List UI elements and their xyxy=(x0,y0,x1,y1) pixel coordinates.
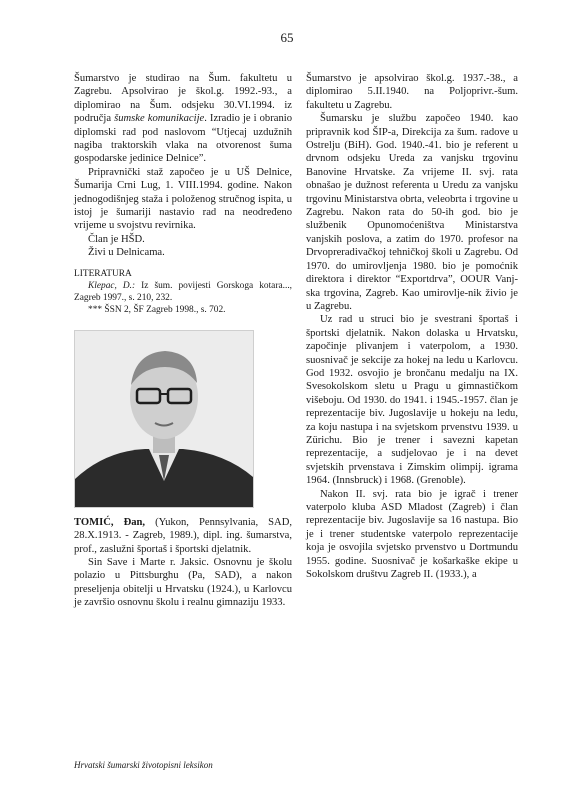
residence-text: Živi u Delnicama. xyxy=(88,247,165,259)
waterpolo-paragraph: Nakon II. svj. rata bio je igrač i trener vaterpolo kluba ASD Mladost (Zagreb) i član reprezentacije biv. Jugoslavije sa 16 nastupa. Bio je i trener studentske vaterpolo reprezentacije koja je osvojila svjetsko prvenstvo u Dortmundu 1955. godine. Suosnivač je košarkaške ekipe u Sokolskom društvu Zagreb II. (1933.), a xyxy=(306,488,518,581)
literature-item: Klepac, D.: Iz šum. povijesti Gorskoga kotara..., Zagreb 1997., s. 210, 232. xyxy=(74,280,293,303)
right-column xyxy=(306,72,518,581)
literature-title: LITERATURA xyxy=(74,268,132,279)
portrait-image xyxy=(75,331,253,507)
footer-title: Hrvatski šumarski životopisni leksikon xyxy=(74,760,213,770)
career-paragraph: Šumarsku je službu započeo 1940. kao pripravnik kod ŠIP-a, Direkcija za šum. radove u Ostrelju (BiH). God. 1940.-41. bio je referent u drvnom odsjeku Ureda za vanjsku trgovinu Banovine Hrvatske. Za vrijeme II. svj. rata obnašao je dužnost referenta u Uredu za vanjsku trgovinu Ministarstva obrta, veleobrta i trgovine u Zagrebu. Nakon rata do 50-ih god. bio je službenik Opunomoćeništva Ministarstva vanjskih poslova, a zatim do 1970. profesor na Drvopreradivačkoj tehničkoj školi u Zagrebu. Od 1970. do umirovljenja 1980. bio je pomoćnik direktora i direktor “Exportdrva”, OOUR Vanj-ska trgovina, Zagreb. Kao umirovlje-nik živio je u Zagrebu. xyxy=(306,113,518,312)
literature-item: *** ŠSN 2, ŠF Zagreb 1998., s. 702. xyxy=(88,304,226,315)
portrait-photo xyxy=(74,330,254,508)
entry-heading: TOMIĆ, Đan, (Yukon, Pennsylvania, SAD, 28.X.1913. - Zagreb, 1989.), dipl. ing. šumarstva, prof., zaslužni športaš i športski djelatnik. xyxy=(74,516,292,555)
page-number: 65 xyxy=(280,30,294,45)
intro-paragraph: Šumarstvo je studirao na Šum. fakultetu u Zagrebu. Apsolvirao je škol.g. 1992.-93., a diplomirao na Šum. odsjeku 30.VI.1994. iz područja šumske komunikacije. Izradio je i obranio diplomski rad pod naslovom “Utjecaj uzdužnih nagiba traktorskih vlaka na otvorenost šuma gospodarske jedinice Delnice”. xyxy=(74,73,292,165)
left-column xyxy=(74,72,292,610)
sports-paragraph: Uz rad u struci bio je svestrani športaš i športski djelatnik. Nakon dolaska u Hrvatsku, započinje plivanjem i vaterpolom, a 1930. suosnivač je sekcije za hokej na ledu u Karlovcu. God 1932. osvojio je brončanu medalju na IX. Svesokolskom sletu u Pragu u gimnastičkom višeboju. Od 1930. do 1941. i 1945.-1957. član je reprezentacije biv. Jugoslavije u hokeju na ledu, za koju nastupa i na svjetskom prvenstvu 1939. u Zürichu. Bio je trener i savezni kapetan reprezentacije, a sudjelovao je i na devet svjetskih prvenstava i Zimskim olimpij. igrama 1964. (Innsbruck) i 1968. (Grenoble). xyxy=(306,314,518,487)
studies-paragraph: Šumarstvo je apsolvirao škol.g. 1937.-38., a diplomirao 5.II.1940. na Poljoprivr.-šum. fakultetu u Zagrebu. xyxy=(306,73,518,111)
entry-biography: Sin Save i Marte r. Jaksic. Osnovnu je školu polazio u Pittsburghu (Pa, SAD), a nakon preseljenja obitelji u Hrvatsku (1924.), u Karlovcu je završio osnovnu školu i realnu gimnaziju 1933. xyxy=(74,556,292,609)
internship-paragraph: Pripravnički staž započeo je u UŠ Delnice, Šumarija Crni Lug, 1. VIII.1994. godine. Nakon jednogodišnjeg staža i položenog stručnog ispita, u istoj je šumariji nastavio rad na neodređeno vrijeme u svojstvu revirnika. xyxy=(74,166,292,232)
literature-section xyxy=(74,268,292,316)
membership-text: Član je HŠD. xyxy=(88,233,145,245)
